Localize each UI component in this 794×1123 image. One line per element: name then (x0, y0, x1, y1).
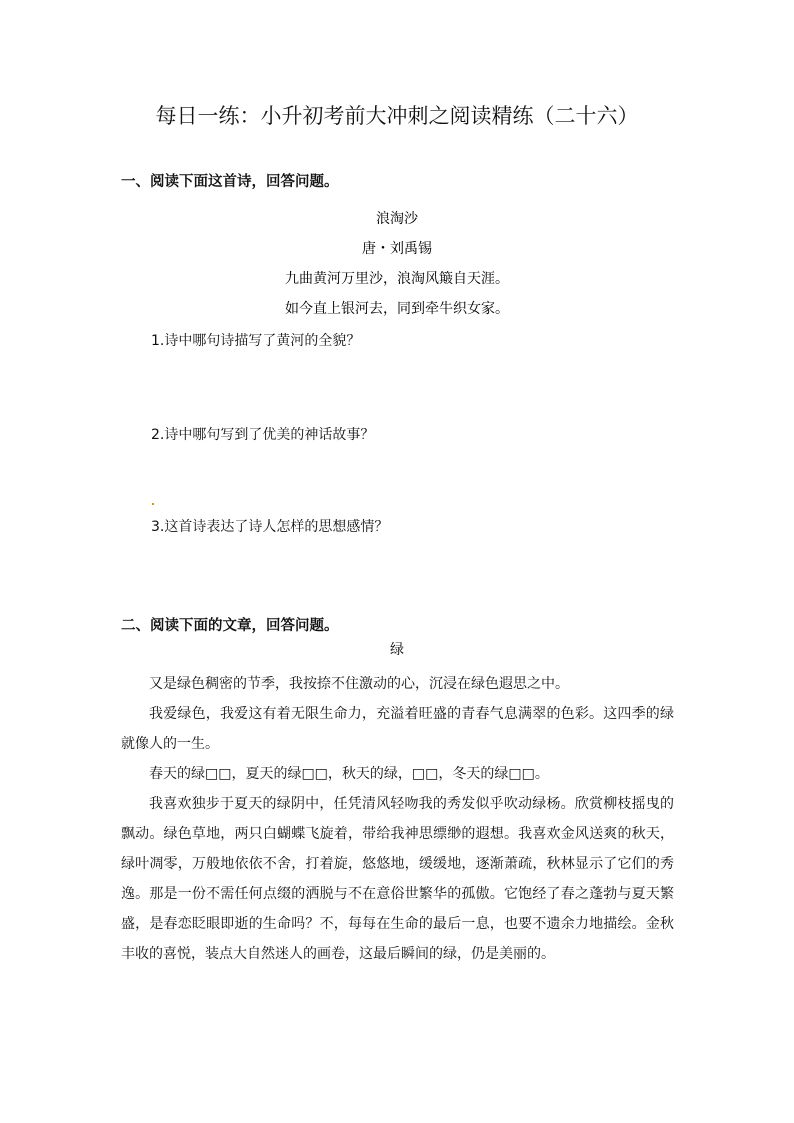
question-1: 1.诗中哪句诗描写了黄河的全貌？ (151, 333, 361, 349)
poem-line-1: 九曲黄河万里沙，浪淘风簸自天涯。 (285, 271, 509, 287)
article-title: 绿 (390, 642, 404, 658)
poem-line-2: 如今直上银河去，同到牵牛织女家。 (285, 301, 509, 317)
question-2: 2.诗中哪句写到了优美的神话故事？ (151, 427, 375, 443)
article-paragraph-2: 我爱绿色，我爱这有着无限生命力，充溢着旺盛的青春气息满翠的色彩。这四季的绿就像人的一生。 (121, 706, 674, 752)
section-1-heading: 一、阅读下面这首诗，回答问题。 (121, 174, 339, 190)
article-paragraph-1: 又是绿色稠密的节季，我按捺不住激动的心，沉浸在绿色遐思之中。 (149, 676, 569, 692)
article-paragraph-4: 我喜欢独步于夏天的绿阴中，任凭清风轻吻我的秀发似乎吹动绿杨。欣赏柳枝摇曳的飘动。绿色草地，两只白蝴蝶飞旋着，带给我神思缥缈的遐想。我喜欢金风送爽的秋天，绿叶凋零，万般地依依不舍，打着旋，悠悠地，缓缓地，逐渐萧疏，秋林显示了它们的秀逸。那是一份不需任何点缀的洒脱与不在意俗世繁华的孤傲。它饱经了春之蓬勃与夏天繁盛，是春恋眨眼即逝的生命吗？不，每每在生命的最后一息，也要不遗余力地描绘。金秋丰收的喜悦，装点大自然迷人的画卷，这最后瞬间的绿，仍是美丽的。 (121, 796, 674, 962)
page-title: 每日一练：小升初考前大冲刺之阅读精练（二十六） (155, 104, 639, 128)
poem-title: 浪淘沙 (376, 211, 418, 227)
article-paragraph-3: 春天的绿□□，夏天的绿□□，秋天的绿，□□，冬天的绿□□。 (149, 766, 549, 782)
poem-author: 唐・刘禹锡 (362, 241, 432, 257)
question-3: 3.这首诗表达了诗人怎样的思想感情？ (151, 519, 389, 535)
stray-mark (152, 503, 154, 505)
section-2-heading: 二、阅读下面的文章，回答问题。 (121, 618, 339, 634)
